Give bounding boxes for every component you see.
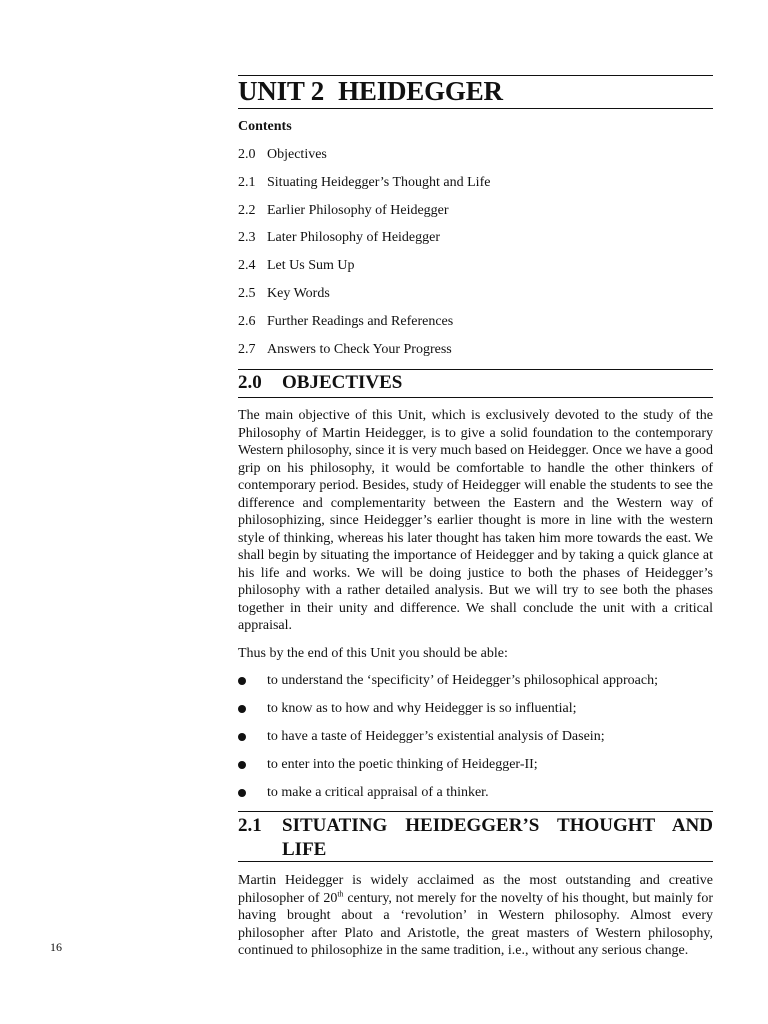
situating-number: 2.1 (238, 815, 262, 836)
objectives-bottom-rule (238, 397, 713, 398)
contents-heading: Contents (238, 119, 292, 134)
objectives-heading (238, 372, 713, 394)
title-bottom-rule (238, 108, 713, 109)
situating-paragraph: Martin Heidegger is widely acclaimed as the most outstanding and creative philosopher of 20th century, not merely for the novelty of his thought, but mainly for having brought about a ‘revolution’ in Western philosophy. Almost every philosopher after Plato and Aristotle, the great masters of Western philosophy, continued to philosophize in the same tradition, i.e., without any serious change. (238, 873, 713, 958)
toc-item: 2.5 Key Words (238, 285, 330, 301)
bullet-icon (238, 761, 246, 769)
objectives-list (238, 669, 713, 808)
table-of-contents (238, 143, 713, 365)
unit-title (238, 76, 713, 107)
toc-item: 2.6 Further Readings and References (238, 313, 454, 329)
toc-item: 2.3 Later Philosophy of Heidegger (238, 230, 441, 246)
toc-item: 2.7 Answers to Check Your Progress (238, 341, 452, 357)
bullet-icon (238, 705, 246, 713)
situating-top-rule (238, 811, 713, 812)
unit-name: HEIDEGGER (338, 76, 503, 106)
objectives-title: OBJECTIVES (282, 372, 403, 393)
toc-item: 2.0 Objectives (238, 147, 327, 162)
unit-number: UNIT 2 (238, 76, 325, 106)
bullet-icon (238, 677, 246, 685)
page-number: 16 (50, 940, 62, 954)
objectives-top-rule (238, 369, 713, 370)
list-item: to know as to how and why Heidegger is so influential; (238, 697, 713, 725)
toc-item: 2.1 Situating Heidegger’s Thought and Life (238, 174, 491, 190)
situating-title: SITUATING HEIDEGGER’S THOUGHT AND LIFE (282, 815, 713, 860)
list-item: to make a critical appraisal of a thinker. (238, 781, 713, 809)
list-item: to have a taste of Heidegger’s existential analysis of Dasein; (238, 725, 713, 753)
bullet-icon (238, 789, 246, 797)
list-item: to understand the ‘specificity’ of Heidegger’s philosophical approach; (238, 669, 713, 697)
bullet-icon (238, 733, 246, 741)
list-item: to enter into the poetic thinking of Heidegger-II; (238, 753, 713, 781)
objectives-number: 2.0 (238, 372, 262, 393)
toc-item: 2.2 Earlier Philosophy of Heidegger (238, 202, 449, 218)
situating-heading (238, 814, 713, 862)
objectives-paragraph: The main objective of this Unit, which is exclusively devoted to the study of the Philosophy of Martin Heidegger, is to give a solid foundation to the contemporary Western philosophy, since it is very much based on Heidegger. Once we have a good grip on his philosophy, it would be comfortable to handle the other thinkers of contemporary period. Besides, study of Heidegger will enable the students to see the difference and complementarity between the Eastern and the Western way of philosophizing, since Heidegger’s earlier thought is more in line with the western style of thinking, whereas his later thought has taken him more towards the east. We shall begin by situating the importance of Heidegger and by taking a quick glance at his life and works. We will be doing justice to both the phases of Heidegger’s philosophy with a rather detailed analysis. But we will try to see both the phases together in their unity and difference. We shall conclude the unit with a critical appraisal. (238, 408, 713, 633)
situating-bottom-rule (238, 861, 713, 862)
toc-item: 2.4 Let Us Sum Up (238, 258, 355, 274)
objectives-lead-in: Thus by the end of this Unit you should be able: (238, 646, 508, 661)
